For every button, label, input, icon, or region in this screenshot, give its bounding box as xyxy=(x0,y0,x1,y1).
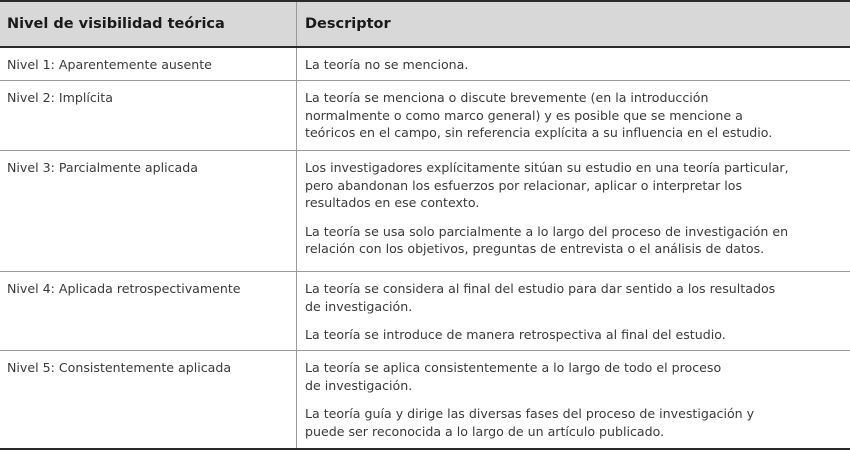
descriptor-cell xyxy=(297,272,850,350)
table-row xyxy=(0,272,850,351)
level-cell: Nivel 1: Aparentemente ausente xyxy=(0,48,297,80)
descriptor-text: La teoría no se menciona. xyxy=(305,57,469,72)
descriptor-text: La teoría se menciona o discute brevemente (en la introducción normalmente o como marco general) y es posible que se mencione a teóricos en el campo, sin referencia explícita a su influencia en el estudio. xyxy=(305,90,773,140)
table-row xyxy=(0,48,850,81)
descriptor-cell xyxy=(297,351,850,448)
descriptor-cell xyxy=(297,48,850,80)
descriptor-text: Los investigadores explícitamente sitúan su estudio en una teoría particular, pero abandonan los esfuerzos por relacionar, aplicar o interpretar los resultados en ese contexto. xyxy=(305,160,789,210)
descriptor-text: La teoría se considera al final del estudio para dar sentido a los resultados de investigación. xyxy=(305,281,776,314)
header-descriptor: Descriptor xyxy=(305,16,391,32)
table-row xyxy=(0,351,850,448)
table-row xyxy=(0,151,850,272)
descriptor-cell xyxy=(297,81,850,150)
level-cell: Nivel 5: Consistentemente aplicada xyxy=(0,351,297,448)
descriptor-cell xyxy=(297,151,850,271)
table-row xyxy=(0,81,850,151)
header-level: Nivel de visibilidad teórica xyxy=(0,2,297,46)
level-cell: Nivel 4: Aplicada retrospectivamente xyxy=(0,272,297,350)
level-cell: Nivel 3: Parcialmente aplicada xyxy=(0,151,297,271)
table-header-row xyxy=(0,2,850,48)
descriptor-text: La teoría guía y dirige las diversas fases del proceso de investigación y puede ser reconocida a lo largo de un artículo publicado. xyxy=(305,406,755,439)
descriptor-text: La teoría se introduce de manera retrospectiva al final del estudio. xyxy=(305,327,726,342)
level-cell: Nivel 2: Implícita xyxy=(0,81,297,150)
descriptor-text: La teoría se usa solo parcialmente a lo largo del proceso de investigación en relación con los objetivos, preguntas de entrevista o el análisis de datos. xyxy=(305,223,789,256)
descriptor-text: La teoría se aplica consistentemente a lo largo de todo el proceso de investigación. xyxy=(305,360,722,393)
